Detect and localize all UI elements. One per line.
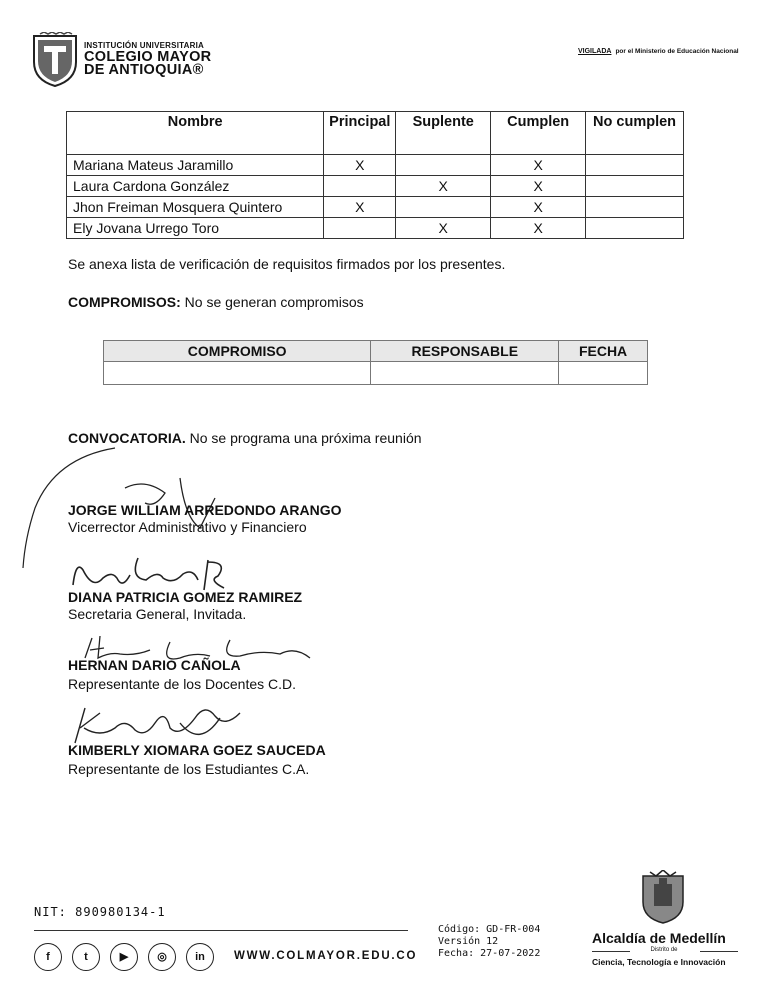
table-row xyxy=(67,155,684,176)
col-header-responsable: RESPONSABLE xyxy=(371,341,559,362)
signatory-role: Vicerrector Administrativo y Financiero xyxy=(68,519,307,535)
instagram-icon[interactable]: ◎ xyxy=(148,943,176,971)
principal-cell: X xyxy=(324,155,396,176)
linkedin-icon[interactable]: in xyxy=(186,943,214,971)
member-name: Jhon Freiman Mosquera Quintero xyxy=(67,197,324,218)
youtube-icon[interactable]: ▶ xyxy=(110,943,138,971)
signatory-name: KIMBERLY XIOMARA GOEZ SAUCEDA xyxy=(68,742,326,758)
col-header-suplente: Suplente xyxy=(396,112,491,155)
no-cumplen-cell xyxy=(586,218,684,239)
convocatoria-text: No se programa una próxima reunión xyxy=(189,430,422,446)
document-version: Versión 12 xyxy=(438,936,499,947)
table-row xyxy=(67,218,684,239)
cumplen-cell: X xyxy=(491,176,586,197)
cumplen-cell: X xyxy=(491,155,586,176)
principal-cell xyxy=(324,218,396,239)
alcaldia-title: Alcaldía de Medellín xyxy=(592,930,726,946)
document-code: Código: GD-FR-004 xyxy=(438,924,541,935)
member-name: Mariana Mateus Jaramillo xyxy=(67,155,324,176)
suplente-cell: X xyxy=(396,218,491,239)
compromisos-text: No se generan compromisos xyxy=(184,294,364,310)
no-cumplen-cell xyxy=(586,155,684,176)
distrito-label: Distrito de xyxy=(650,947,678,953)
member-name: Laura Cardona González xyxy=(67,176,324,197)
signatory-role: Representante de los Docentes C.D. xyxy=(68,676,297,692)
alcaldia-subtitle: Ciencia, Tecnología e Innovación xyxy=(592,957,726,967)
document-date: Fecha: 27-07-2022 xyxy=(438,948,541,959)
col-header-fecha: FECHA xyxy=(559,341,648,362)
suplente-cell: X xyxy=(396,176,491,197)
institution-type: INSTITUCIÓN UNIVERSITARIA xyxy=(84,41,204,50)
signatory-role: Secretaria General, Invitada. xyxy=(68,606,247,622)
convocatoria-label: CONVOCATORIA. xyxy=(68,430,186,446)
signatory-role: Representante de los Estudiantes C.A. xyxy=(68,761,310,777)
website-link[interactable]: WWW.COLMAYOR.EDU.CO xyxy=(234,950,418,962)
institution-logo xyxy=(30,32,230,92)
col-header-compromiso: COMPROMISO xyxy=(104,341,371,362)
member-name: Ely Jovana Urrego Toro xyxy=(67,218,324,239)
compromisos-table xyxy=(103,340,648,385)
empty-cell xyxy=(104,362,371,385)
facebook-icon[interactable]: f xyxy=(34,943,62,971)
suplente-cell xyxy=(396,197,491,218)
no-cumplen-cell xyxy=(586,197,684,218)
shield-logo-icon xyxy=(30,32,80,88)
footer-divider xyxy=(34,930,408,931)
twitter-icon[interactable]: t xyxy=(72,943,100,971)
vigilada-label: VIGILADA xyxy=(578,48,612,55)
suplente-cell xyxy=(396,155,491,176)
col-header-nombre: Nombre xyxy=(67,112,324,155)
col-header-principal: Principal xyxy=(324,112,396,155)
anexa-paragraph: Se anexa lista de verificación de requisitos firmados por los presentes. xyxy=(68,256,506,272)
compromisos-table-header xyxy=(104,341,648,362)
members-table xyxy=(66,111,684,239)
principal-cell: X xyxy=(324,197,396,218)
medellin-crest-icon xyxy=(640,870,686,924)
cumplen-cell: X xyxy=(491,197,586,218)
members-table-header xyxy=(67,112,684,155)
table-row xyxy=(67,197,684,218)
institution-name-line1: COLEGIO MAYOR xyxy=(84,49,212,65)
empty-cell xyxy=(559,362,648,385)
col-header-cumplen: Cumplen xyxy=(491,112,586,155)
compromisos-label: COMPROMISOS: xyxy=(68,294,181,310)
no-cumplen-cell xyxy=(586,176,684,197)
principal-cell xyxy=(324,176,396,197)
table-row xyxy=(67,176,684,197)
nit-number: NIT: 890980134-1 xyxy=(34,905,166,919)
institution-name-line2: DE ANTIOQUIA® xyxy=(84,62,204,78)
signatory-name: HERNAN DARIO CAÑOLA xyxy=(68,657,241,673)
divider xyxy=(700,951,738,952)
table-row xyxy=(104,362,648,385)
cumplen-cell: X xyxy=(491,218,586,239)
vigilada-text: por el Ministerio de Educación Nacional xyxy=(615,48,739,55)
compromisos-paragraph xyxy=(68,294,364,310)
col-header-no-cumplen: No cumplen xyxy=(586,112,684,155)
signatory-name: DIANA PATRICIA GOMEZ RAMIREZ xyxy=(68,589,303,605)
signatory-name: JORGE WILLIAM ARREDONDO ARANGO xyxy=(68,502,342,518)
empty-cell xyxy=(371,362,559,385)
vigilada-notice xyxy=(578,48,739,55)
